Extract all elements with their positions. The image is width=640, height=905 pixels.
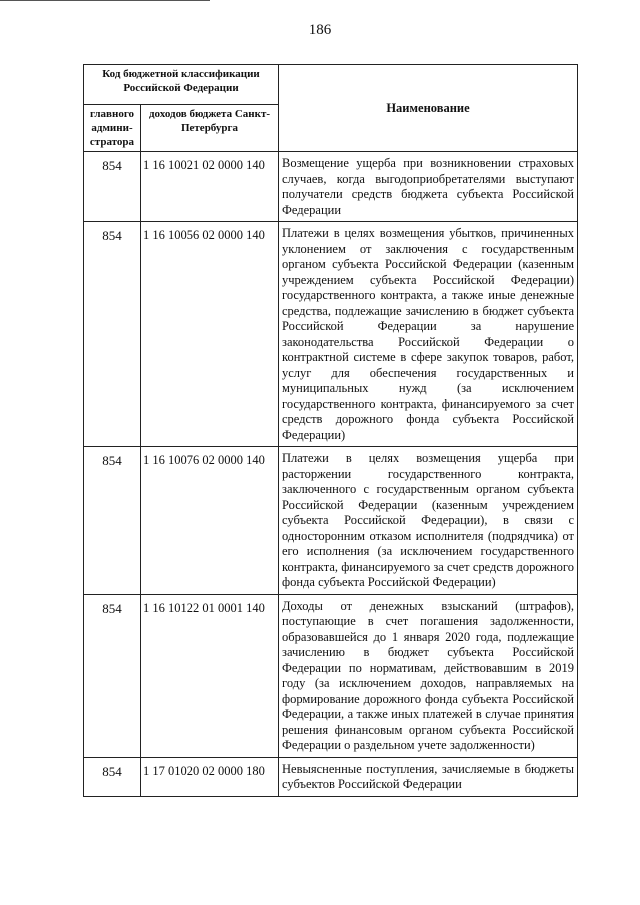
budget-classification-table <box>83 64 578 797</box>
admin-code-cell: 854 <box>84 222 141 447</box>
name-cell: Доходы от денежных взысканий (штрафов), поступающие в счет погашения задолженности, образовавшейся до 1 января 2020 года, подлежащие зачислению в бюджет субъекта Российской Федерации по нормативам, действовавшим в 2019 году (за исключением доходов, направляемых на формирование дорожного фонда субъекта Российской Федерации, а также иных платежей в случае принятия решения финансовым органом субъекта Российской Федерации о раздельном учете задолженности) <box>279 594 578 757</box>
income-code-cell: 1 16 10122 01 0001 140 <box>141 594 279 757</box>
name-cell: Платежи в целях возмещения убытков, причиненных уклонением от заключения с государственным органом субъекта Российской Федерации (казенным учреждением субъекта Российской Федерации) государственного контракта, а также иные денежные средства, подлежащие зачислению в бюджет субъекта Российской Федерации за нарушение законодательства Российской Федерации о контрактной системе в сфере закупок товаров, работ, услуг для обеспечения государственных и муниципальных нужд (за исключением государственного контракта, финансируемого за счет средств дорожного фонда субъекта Российской Федерации) <box>279 222 578 447</box>
table-row <box>84 757 578 796</box>
income-code-cell: 1 17 01020 02 0000 180 <box>141 757 279 796</box>
table-row <box>84 152 578 222</box>
table-header-row <box>84 65 578 105</box>
admin-code-cell: 854 <box>84 757 141 796</box>
header-name: Наименование <box>279 65 578 152</box>
name-cell: Платежи в целях возмещения ущерба при расторжении государственного контракта, заключенного с государственным органом субъекта Российской Федерации (казенным учреждением субъекта Российской Федерации), в связи с односторонним отказом исполнителя (подрядчика) от его исполнения (за исключением государственного контракта, финансируемого за счет средств дорожного фонда субъекта Российской Федерации) <box>279 447 578 595</box>
header-budget-income: доходов бюджета Санкт-Петербурга <box>141 105 279 152</box>
page-number: 186 <box>308 22 332 38</box>
admin-code-cell: 854 <box>84 594 141 757</box>
income-code-cell: 1 16 10056 02 0000 140 <box>141 222 279 447</box>
name-cell: Возмещение ущерба при возникновении страховых случаев, когда выгодоприобретателями выступают получатели средств бюджета субъекта Российской Федерации <box>279 152 578 222</box>
admin-code-cell: 854 <box>84 152 141 222</box>
income-code-cell: 1 16 10076 02 0000 140 <box>141 447 279 595</box>
header-chief-administrator: главного админи-стратора <box>84 105 141 152</box>
admin-code-cell: 854 <box>84 447 141 595</box>
table-row <box>84 222 578 447</box>
income-code-cell: 1 16 10021 02 0000 140 <box>141 152 279 222</box>
name-cell: Невыясненные поступления, зачисляемые в бюджеты субъектов Российской Федерации <box>279 757 578 796</box>
table-row <box>84 447 578 595</box>
table-row <box>84 594 578 757</box>
top-edge-line <box>0 0 210 1</box>
header-classification-code: Код бюджетной классификации Российской Федерации <box>84 65 279 105</box>
